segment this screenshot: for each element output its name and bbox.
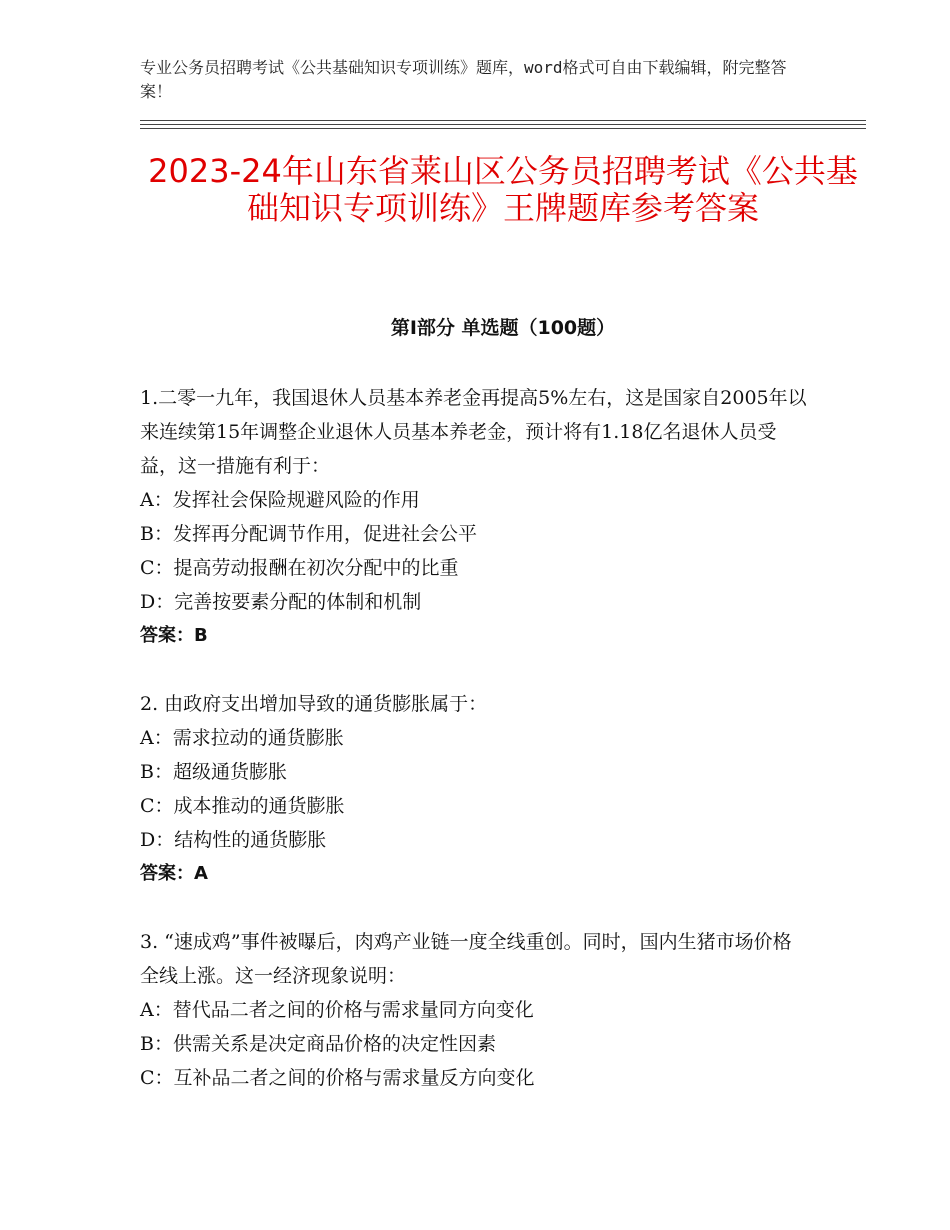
option-c: C：成本推动的通货膨胀 (140, 795, 345, 817)
divider (140, 120, 866, 121)
option-a: A：替代品二者之间的价格与需求量同方向变化 (140, 999, 534, 1021)
header-note: 专业公务员招聘考试《公共基础知识专项训练》题库，word格式可自由下载编辑，附完整答案！ (140, 58, 787, 101)
option-b: B：供需关系是决定商品价格的决定性因素 (140, 1033, 496, 1055)
option-c: C：提高劳动报酬在初次分配中的比重 (140, 557, 459, 579)
question-stem: 2. 由政府支出增加导致的通货膨胀属于： (140, 693, 488, 715)
option-d: D：完善按要素分配的体制和机制 (140, 591, 422, 613)
option-b: B：超级通货膨胀 (140, 761, 287, 783)
question-stem: 3. “速成鸡”事件被曝后，肉鸡产业链一度全线重创。同时，国内生猪市场价格全线上涨。这一经济现象说明： (140, 931, 792, 987)
option-a: A：发挥社会保险规避风险的作用 (140, 489, 420, 511)
divider (140, 128, 866, 129)
option-a: A：需求拉动的通货膨胀 (140, 727, 344, 749)
option-c: C：互补品二者之间的价格与需求量反方向变化 (140, 1067, 535, 1089)
divider (140, 124, 866, 125)
question-1 (140, 381, 810, 653)
answer-text: 答案：B (140, 625, 208, 646)
section-title: 第Ⅰ部分 单选题（100题） (390, 317, 616, 339)
question-stem: 1.二零一九年，我国退休人员基本养老金再提高5%左右，这是国家自2005年以来连续第15年调整企业退休人员基本养老金，预计将有1.18亿名退休人员受益，这一措施有利于： (140, 387, 807, 477)
question-list (140, 381, 810, 1129)
option-b: B：发挥再分配调节作用，促进社会公平 (140, 523, 477, 545)
question-3 (140, 925, 810, 1095)
answer-text: 答案：A (140, 863, 208, 884)
option-d: D：结构性的通货膨胀 (140, 829, 327, 851)
document-title: 2023-24年山东省莱山区公务员招聘考试《公共基础知识专项训练》王牌题库参考答案 (148, 152, 858, 227)
question-2 (140, 687, 810, 891)
